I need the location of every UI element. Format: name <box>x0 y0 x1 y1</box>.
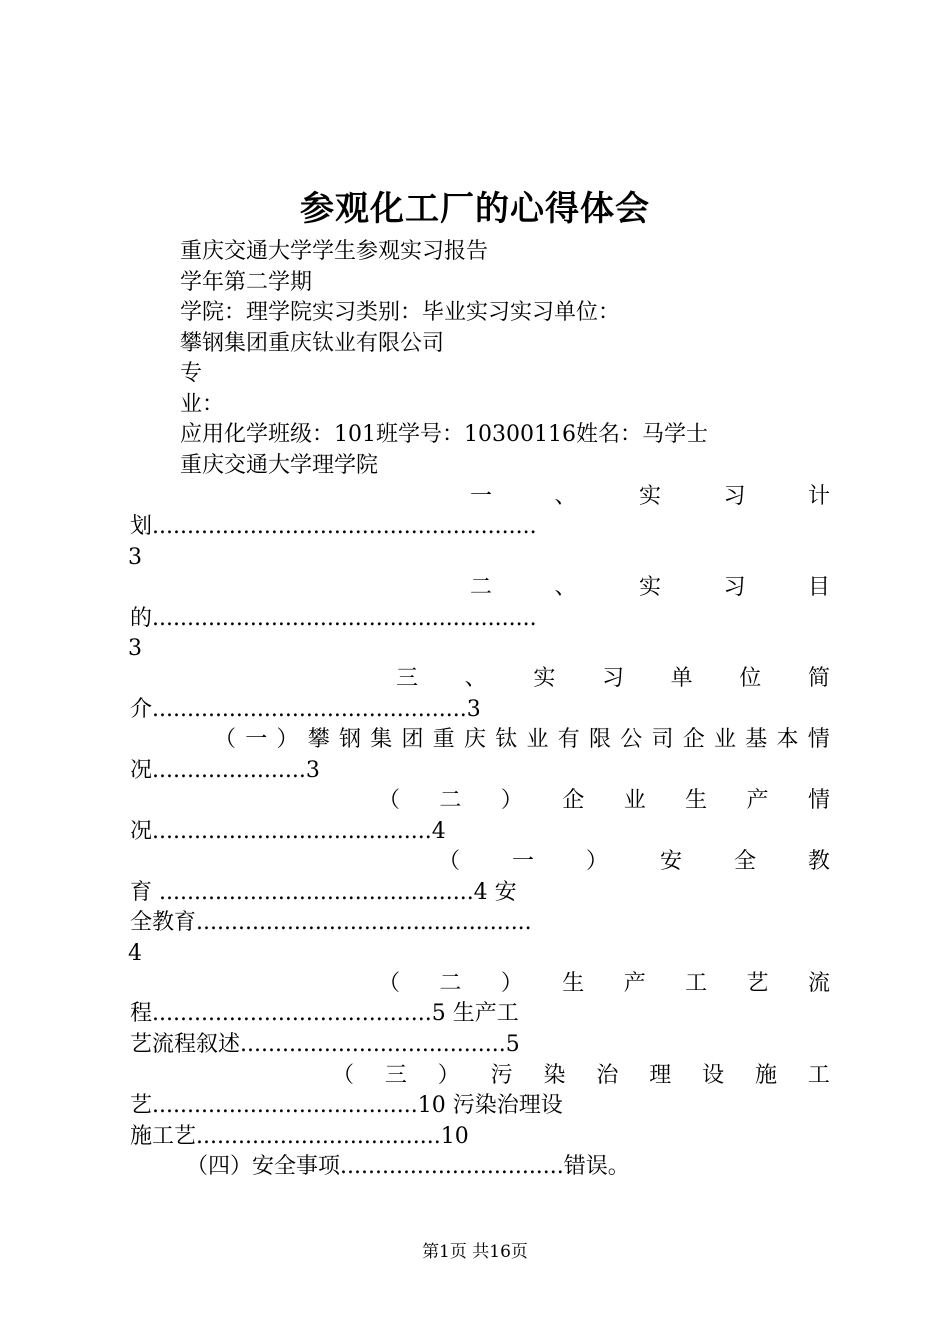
toc-heading-char: 实 <box>638 484 661 509</box>
toc-heading-char: 染 <box>543 1063 566 1088</box>
toc-line-1: 划....................................................... <box>130 514 537 539</box>
toc-heading-6 <box>438 847 830 877</box>
toc-heading-char: 实 <box>638 575 661 600</box>
toc-line-9: 艺流程叙述......................................5 <box>130 1032 520 1057</box>
toc-heading-char: 一 <box>470 484 493 509</box>
page-footer: 第1页 共16页 <box>422 1242 528 1262</box>
toc-heading-char: 一 <box>511 849 534 874</box>
toc-line-2: 的....................................................... <box>130 606 537 631</box>
toc-heading-char: 习 <box>723 484 746 509</box>
toc-heading-char: 二 <box>439 971 462 996</box>
toc-heading-2 <box>470 573 830 603</box>
toc-heading-char: 三 <box>396 666 419 691</box>
toc-heading-char: 业 <box>714 727 737 752</box>
toc-heading-char: （ <box>378 788 401 813</box>
page-title: 参观化工厂的心得体会 <box>300 189 650 229</box>
toc-heading-char: 生 <box>685 788 708 813</box>
toc-heading-char: 计 <box>807 484 830 509</box>
toc-heading-char: 企 <box>562 788 585 813</box>
toc-line-5: 况........................................4 <box>130 819 446 844</box>
toc-heading-char: 庆 <box>464 727 487 752</box>
toc-heading-char: 产 <box>623 971 646 996</box>
toc-heading-char: 攀 <box>307 727 330 752</box>
toc-heading-char: 流 <box>807 971 830 996</box>
toc-line-7: 全教育................................................ <box>130 910 532 935</box>
toc-heading-char: 一 <box>245 727 268 752</box>
intro-line-7: 应用化学班级：101班学号：10300116姓名：马学士 <box>180 422 708 447</box>
toc-page-1: 3 <box>128 545 142 570</box>
toc-heading-char: 三 <box>384 1063 407 1088</box>
toc-heading-char: ） <box>585 849 608 874</box>
toc-heading-char: （ <box>332 1063 355 1088</box>
toc-heading-char: 团 <box>401 727 424 752</box>
toc-heading-char: 钢 <box>339 727 362 752</box>
toc-heading-3 <box>396 664 830 694</box>
toc-heading-char: 业 <box>623 788 646 813</box>
toc-heading-4 <box>214 725 830 755</box>
toc-heading-5 <box>378 786 830 816</box>
intro-line-4: 攀钢集团重庆钛业有限公司 <box>180 331 445 356</box>
toc-heading-char: ） <box>500 971 523 996</box>
intro-line-1: 重庆交通大学学生参观实习报告 <box>180 239 489 264</box>
toc-heading-char: 简 <box>807 666 830 691</box>
toc-heading-char: 污 <box>490 1063 513 1088</box>
toc-heading-char: 、 <box>464 666 487 691</box>
toc-heading-char: 设 <box>702 1063 725 1088</box>
toc-heading-char: 二 <box>470 575 493 600</box>
toc-heading-char: ） <box>276 727 299 752</box>
toc-line-3: 介.............................................3 <box>130 697 481 722</box>
toc-heading-char: 企 <box>682 727 705 752</box>
toc-heading-char: 施 <box>755 1063 778 1088</box>
toc-heading-char: 、 <box>554 575 577 600</box>
toc-line-10: 艺......................................10 污染治理设 <box>130 1093 563 1118</box>
toc-heading-char: 有 <box>557 727 580 752</box>
toc-heading-char: 情 <box>807 788 830 813</box>
intro-line-5: 专 <box>180 361 203 386</box>
toc-heading-char: 教 <box>807 849 830 874</box>
toc-heading-char: （ <box>378 971 401 996</box>
toc-line-4: 况......................3 <box>130 758 320 783</box>
toc-heading-char: 艺 <box>746 971 769 996</box>
toc-heading-char: 集 <box>370 727 393 752</box>
toc-heading-char: 治 <box>596 1063 619 1088</box>
toc-heading-char: 限 <box>589 727 612 752</box>
toc-heading-char: 产 <box>746 788 769 813</box>
toc-heading-char: 工 <box>685 971 708 996</box>
toc-line-8: 程........................................5 生产工 <box>130 1001 519 1026</box>
toc-heading-char: 位 <box>739 666 762 691</box>
toc-heading-char: 公 <box>620 727 643 752</box>
toc-page-7: 4 <box>128 941 142 966</box>
toc-heading-char: 实 <box>533 666 556 691</box>
toc-heading-char: 二 <box>439 788 462 813</box>
toc-heading-char: （ <box>214 727 237 752</box>
toc-heading-char: 理 <box>649 1063 672 1088</box>
toc-heading-char: 基 <box>745 727 768 752</box>
toc-heading-char: 工 <box>807 1063 830 1088</box>
toc-heading-char: 习 <box>723 575 746 600</box>
toc-heading-char: 重 <box>432 727 455 752</box>
toc-heading-char: 、 <box>554 484 577 509</box>
toc-line-12: （四）安全事项................................错误。 <box>186 1154 630 1179</box>
toc-heading-char: 全 <box>733 849 756 874</box>
toc-heading-char: 钛 <box>495 727 518 752</box>
toc-heading-char: 目 <box>807 575 830 600</box>
intro-line-3: 学院：理学院实习类别：毕业实习实习单位： <box>180 300 621 325</box>
intro-line-8: 重庆交通大学理学院 <box>180 453 379 478</box>
toc-heading-char: 司 <box>651 727 674 752</box>
toc-heading-char: 习 <box>601 666 624 691</box>
toc-heading-10 <box>332 1061 830 1091</box>
toc-line-6: 育 .............................................4 安 <box>130 880 517 905</box>
toc-heading-char: 情 <box>807 727 830 752</box>
toc-heading-char: 生 <box>562 971 585 996</box>
toc-heading-char: 本 <box>776 727 799 752</box>
toc-heading-char: （ <box>438 849 461 874</box>
toc-heading-char: 业 <box>526 727 549 752</box>
toc-heading-char: ） <box>500 788 523 813</box>
toc-page-2: 3 <box>128 636 142 661</box>
intro-line-2: 学年第二学期 <box>180 270 313 295</box>
toc-heading-8 <box>378 969 830 999</box>
toc-line-11: 施工艺...................................10 <box>130 1124 469 1149</box>
toc-heading-char: ） <box>437 1063 460 1088</box>
intro-line-6: 业： <box>180 392 225 417</box>
toc-heading-char: 单 <box>670 666 693 691</box>
toc-heading-1 <box>470 482 830 512</box>
toc-heading-char: 安 <box>659 849 682 874</box>
